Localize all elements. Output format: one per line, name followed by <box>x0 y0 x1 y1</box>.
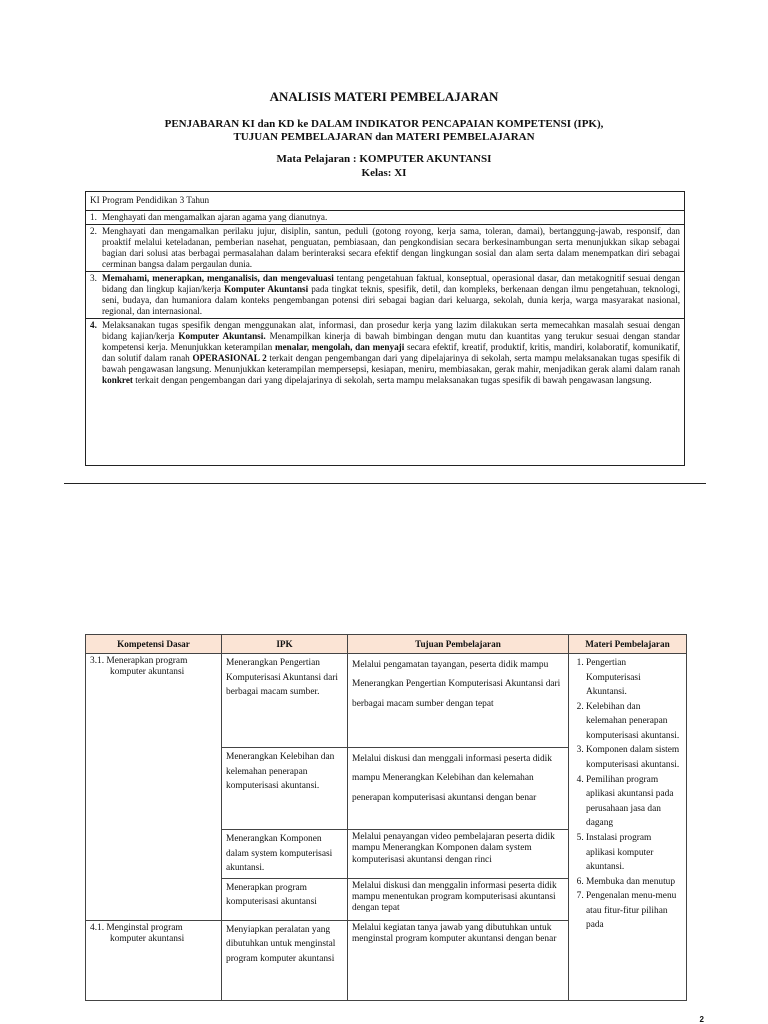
header-materi: Materi Pembelajaran <box>569 635 687 654</box>
ki-bold: Memahami, menerapkan, menganalisis, dan mengevaluasi <box>102 273 334 284</box>
ki-item-text: Menghayati dan mengamalkan perilaku jujur, disiplin, santun, peduli (gotong royong, kerja sama, toleran, damai), bertanggung-jawab, responsif, dan proaktif melalui keteladanan, pemberian nasehat, penguatan, pembiasaan, dan pengkondisian secara berkesinambungan serta menunjukkan sikap sebagai bagian dari solusi atas berbagai permasalahan dalam berinteraksi secara efektif dengan lingkungan sosial dan alam serta dalam menempatkan diri sebagai cerminan bangsa dalam pergaulan dunia. <box>102 226 680 270</box>
page-title: ANALISIS MATERI PEMBELAJARAN <box>269 89 499 104</box>
subtitle-line-1: PENJABARAN KI dan KD ke DALAM INDIKATOR PENCAPAIAN KOMPETENSI (IPK), <box>164 118 604 130</box>
header-tujuan: Tujuan Pembelajaran <box>348 635 569 654</box>
materi-item: 6. Membuka dan menutup <box>586 875 682 890</box>
ki-bold: Komputer Akuntansi <box>224 284 309 295</box>
ki-item-4 <box>86 319 684 387</box>
ipk-cell: Menerangkan Kelebihan dan kelemahan penerapan komputerisasi akuntansi. <box>222 748 348 830</box>
ki-text-part: Melaksanakan tugas spesifik dengan menggunakan alat, informasi, dan prosedur kerja yang lazim dilakukan serta memecahkan masalah sesuai dengan bidang kajian/kerja <box>102 320 680 342</box>
ki-bold: OPERASIONAL 2 <box>192 353 267 364</box>
tujuan-cell: Melalui kegiatan tanya jawab yang dibutuhkan untuk menginstal program komputer akuntansi dengan benar <box>348 920 569 1000</box>
tujuan-cell: Melalui penayangan video pembelajaran peserta didik mampu Menerangkan Komponen dalam system komputerisasi akuntansi dengan rinci <box>348 830 569 879</box>
ipk-cell: Menyiapkan peralatan yang dibutuhkan untuk menginstal program komputer akuntansi <box>222 920 348 1000</box>
ki-item-text <box>102 320 680 386</box>
kd-table <box>85 634 687 1001</box>
table-header-row <box>86 635 687 654</box>
ki-item-text: Menghayati dan mengamalkan ajaran agama yang dianutnya. <box>102 212 328 222</box>
ki-item-text <box>102 273 680 317</box>
subject-label: Mata Pelajaran : KOMPUTER AKUNTANSI <box>276 153 492 165</box>
header-ipk: IPK <box>222 635 348 654</box>
materi-list <box>573 656 682 933</box>
materi-cell <box>569 654 687 1001</box>
header-kompetensi-dasar: Kompetensi Dasar <box>86 635 222 654</box>
ki-text-part: pada tingkat teknis, spesifik, detil, dan kompleks, berkenaan dengan ilmu pengetahuan, teknologi, seni, budaya, dan humaniora dalam konteks pengembangan potensi diri sebagai bagian dari keluarga, sekolah, dunia kerja, warga masyarakat nasional, regional, dan internasional. <box>102 284 681 317</box>
ki-item-number: 2. <box>90 226 97 237</box>
ipk-cell: Menerangkan Komponen dalam system komputerisasi akuntansi. <box>222 830 348 879</box>
ki-bold: konkret <box>102 375 133 386</box>
ki-box <box>85 191 685 466</box>
ki-heading: KI Program Pendidikan 3 Tahun <box>86 192 684 211</box>
kd-text: 3.1. Menerapkan program komputer akuntansi <box>90 656 188 678</box>
ki-item-number: 1. <box>90 212 97 222</box>
section-divider <box>64 483 706 484</box>
class-label: Kelas: XI <box>361 167 407 179</box>
materi-item: 5. Instalasi program aplikasi komputer akuntansi. <box>586 831 682 875</box>
kd-cell <box>86 654 222 921</box>
materi-item: 3. Komponen dalam sistem komputerisasi akuntansi. <box>586 743 682 772</box>
page-number: 2 <box>699 1015 704 1024</box>
ki-item-2 <box>86 225 684 272</box>
table-row <box>86 654 687 748</box>
materi-item: 7. Pengenalan menu-menu atau fitur-fitur pilihan pada <box>586 889 682 933</box>
ipk-cell: Menerapkan program komputerisasi akuntansi <box>222 878 348 920</box>
ki-text-part: terkait dengan pengembangan dari yang dipelajarinya di sekolah, serta mampu melaksanakan tugas spesifik di bawah pengawasan langsung. <box>132 375 652 386</box>
ki-item-number: 3. <box>90 273 97 284</box>
ki-text-part: Menampilkan kinerja di bawah bimbingan dengan mutu dan kuantitas yang terukur sesuai dengan standar kompetensi kerja. Menunjukkan keterampilan <box>102 331 681 353</box>
ki-text-part: terkait dengan pengembangan dari yang dipelajarinya di sekolah, serta mampu melaksanakan tugas spesifik di bawah pengawasan langsung. Menunjukkan keterampilan mempersepsi, kesiapan, meniru, membiasakan, gerak mahir, menjadikan gerak alami dalam ranah <box>102 353 680 375</box>
materi-item: 2. Kelebihan dan kelemahan penerapan komputerisasi akuntansi. <box>586 700 682 744</box>
ki-text-part: tentang pengetahuan faktual, konseptual, operasional dasar, dan metakognitif sesuai dengan bidang dan lingkup kajian/kerja <box>102 273 681 295</box>
materi-item: 1. Pengertian Komputerisasi Akuntansi. <box>586 656 682 700</box>
kd-text: 4.1. Menginstal program komputer akuntansi <box>90 922 185 945</box>
tujuan-cell: Melalui diskusi dan menggali informasi peserta didik mampu Menerangkan Kelebihan dan kelemahan penerapan komputerisasi akuntansi dengan benar <box>348 748 569 830</box>
ki-bold: menalar, mengolah, dan menyaji <box>274 342 405 353</box>
tujuan-cell: Melalui pengamatan tayangan, peserta didik mampu Menerangkan Pengertian Komputerisasi Akuntansi dari berbagai macam sumber dengan tepat <box>348 654 569 748</box>
ki-bold: Komputer Akuntansi. <box>178 331 266 342</box>
kd-cell <box>86 920 222 1000</box>
ki-text-part: secara efektif, kreatif, produktif, kritis, mandiri, kolaboratif, komunikatif, dan solutif dalam ranah <box>102 342 680 364</box>
subtitle-line-2: TUJUAN PEMBELAJARAN dan MATERI PEMBELAJARAN <box>233 131 535 143</box>
ki-item-number: 4. <box>90 320 97 331</box>
tujuan-cell: Melalui diskusi dan menggalin informasi peserta didik mampu menentukan program komputerisasi akuntansi dengan tepat <box>348 878 569 920</box>
ki-item-3 <box>86 272 684 319</box>
materi-item: 4. Pemilihan program aplikasi akuntansi pada perusahaan jasa dan dagang <box>586 773 682 831</box>
ipk-cell: Menerangkan Pengertian Komputerisasi Akuntansi dari berbagai macam sumber. <box>222 654 348 748</box>
ki-item-1 <box>86 211 684 225</box>
